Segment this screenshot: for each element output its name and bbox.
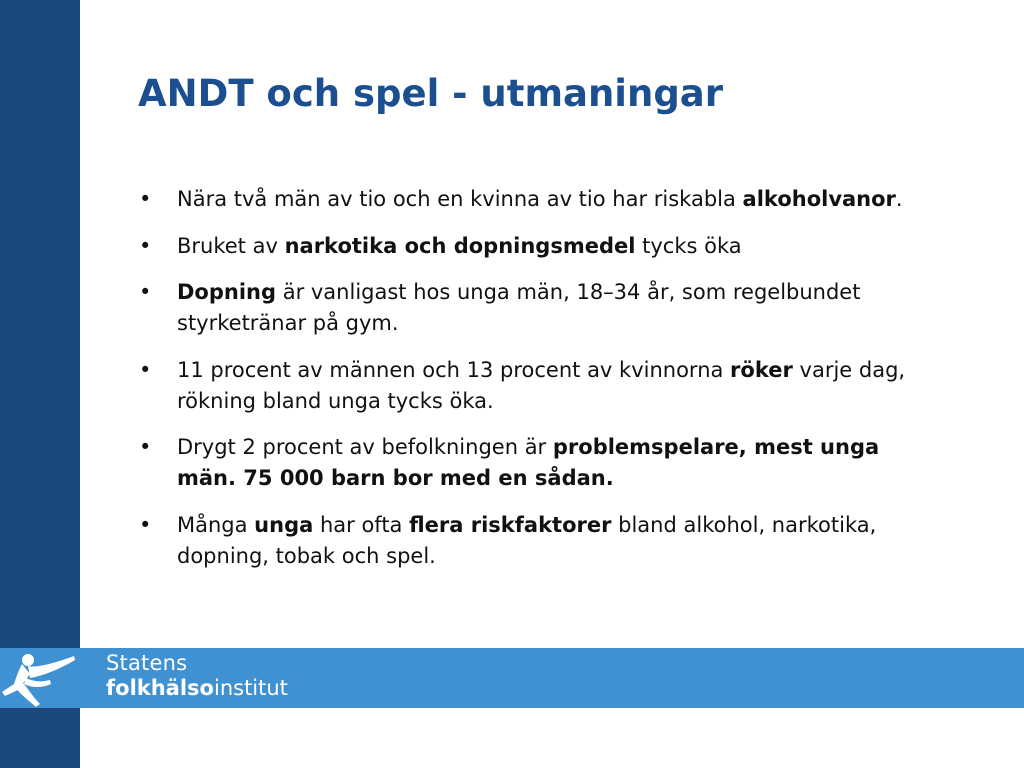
bullet-text: 11 procent av männen och 13 procent av kvinnorna	[177, 357, 731, 382]
bullet-dot: •	[139, 435, 152, 459]
bullet-bold: problemspelare, mest unga män. 75 000 barn bor med en sådan.	[177, 435, 880, 490]
logo-folkhalso: folkhälso	[106, 676, 214, 700]
bullet-bold: unga	[254, 512, 314, 537]
bullet-item-gambling	[139, 432, 939, 494]
bullet-dot: •	[139, 357, 152, 382]
bullet-bold: narkotika och dopningsmedel	[284, 233, 636, 258]
bullet-item-narcotics	[139, 231, 939, 262]
bullet-text: Drygt 2 procent av befolkningen är	[177, 435, 553, 459]
bullet-item-risk-factors	[139, 510, 939, 572]
bullet-item-smoking	[139, 355, 939, 417]
logo-wordmark	[106, 653, 288, 699]
bullet-text: bland alkohol, narkotika, dopning, tobak och spel.	[177, 512, 877, 568]
bullet-text: har ofta	[313, 512, 410, 537]
bullet-dot: •	[139, 187, 152, 211]
logo-line-folkhalsoinstitut	[106, 678, 288, 699]
bullet-text: Många	[177, 512, 255, 537]
logo-line-statens: Statens	[106, 651, 188, 675]
bullet-text: tycks öka	[635, 233, 742, 258]
bullet-text: .	[895, 187, 903, 211]
running-figure-icon	[0, 648, 80, 708]
bullet-text: är vanligast hos unga män, 18–34 år, som regelbundet styrketränar på gym.	[177, 280, 861, 335]
bullet-dot: •	[139, 280, 152, 304]
bullet-text: Nära två män av tio och en kvinna av tio har riskabla	[177, 187, 743, 211]
bullet-bold: röker	[730, 357, 793, 382]
bullet-item-doping	[139, 277, 939, 339]
bullet-list	[139, 184, 939, 587]
bullet-dot: •	[139, 512, 152, 537]
bullet-text: varje dag, rökning bland unga tycks öka.	[177, 357, 906, 413]
logo-institut: institut	[213, 676, 288, 700]
slide-title: ANDT och spel - utmaningar	[138, 72, 724, 115]
bullet-text: Bruket av	[177, 233, 285, 258]
bullet-item-alcohol	[139, 184, 939, 215]
bullet-dot: •	[139, 233, 152, 258]
bullet-bold: flera riskfaktorer	[409, 512, 612, 537]
bullet-bold: Dopning	[177, 280, 277, 304]
bullet-bold: alkoholvanor	[742, 187, 896, 211]
